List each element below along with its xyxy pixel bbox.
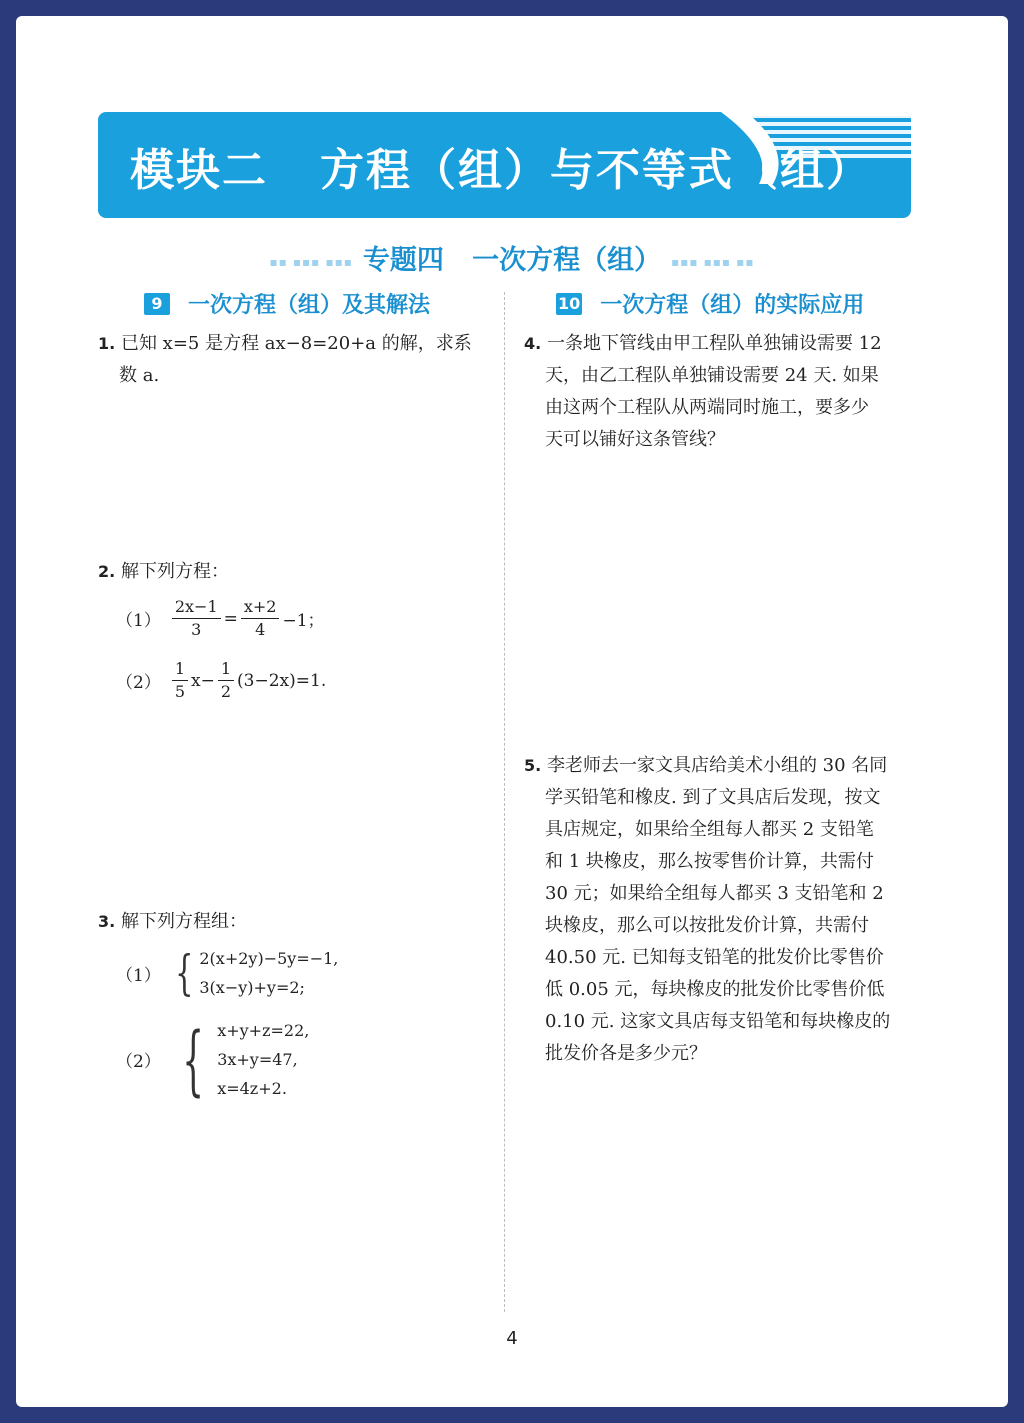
section-heading-10	[556, 288, 864, 319]
question-text-cont: 0.10 元. 这家文具店每支铅笔和每块橡皮的	[545, 1011, 891, 1032]
fraction-denominator: 5	[174, 682, 186, 701]
question-text-cont: 由这两个工程队从两端同时施工，要多少	[545, 397, 869, 418]
equation-system	[199, 944, 338, 1002]
question-3-part-1	[116, 944, 338, 1002]
question-number: 1.	[98, 334, 116, 353]
question-text-cont: 学买铅笔和橡皮. 到了文具店后发现，按文	[545, 787, 881, 808]
fraction-denominator: 2	[220, 682, 232, 701]
page-number: 4	[506, 1328, 518, 1349]
question-5	[524, 750, 916, 1070]
question-number: 2.	[98, 562, 116, 581]
page	[16, 16, 1008, 1407]
question-number: 5.	[524, 756, 542, 775]
question-text-cont: 天可以铺好这条管线？	[545, 429, 725, 450]
question-2	[98, 556, 229, 588]
question-text: 解下列方程组：	[120, 911, 247, 932]
equation: 3(x−y)+y=2;	[199, 978, 305, 997]
question-text-cont: 具店规定，如果给全组每人都买 2 支铅笔	[545, 819, 874, 840]
part-label: （1）	[116, 965, 161, 986]
equals-sign: =	[223, 608, 238, 629]
fraction-numerator: x+2	[241, 596, 280, 619]
topic-title: 一次方程（组）	[472, 245, 662, 276]
section-number: 10	[558, 293, 581, 313]
topic-label: 专题四	[362, 245, 444, 276]
part-label: （2）	[116, 1052, 161, 1072]
part-label: （1）	[116, 611, 161, 631]
fraction-numerator: 1	[172, 658, 188, 681]
question-text: 已知 x=5 是方程 ax−8=20+a 的解，求系	[120, 333, 472, 354]
question-text: 解下列方程：	[120, 561, 229, 582]
column-divider	[504, 292, 505, 1312]
left-dots-decoration: ▪▪ ▪▪▪ ▪▪▪	[269, 254, 353, 269]
section-title: 一次方程（组）的实际应用	[600, 293, 865, 318]
question-text: 一条地下管线由甲工程队单独铺设需要 12	[546, 333, 882, 354]
question-1	[98, 328, 494, 392]
question-number: 4.	[524, 334, 542, 353]
question-2-part-1	[116, 596, 325, 641]
fraction	[172, 658, 188, 703]
fraction-numerator: 2x−1	[172, 596, 221, 619]
question-4	[524, 328, 916, 456]
module-banner	[98, 112, 911, 218]
question-text-cont: 天，由乙工程队单独铺设需要 24 天. 如果	[545, 365, 879, 386]
question-text-cont: 块橡皮，那么可以按批发价计算，共需付	[545, 915, 869, 936]
fraction-numerator: 1	[218, 658, 234, 681]
section-heading-9	[144, 288, 430, 319]
question-text-cont: 和 1 块橡皮，那么按零售价计算，共需付	[545, 851, 874, 872]
right-dots-decoration: ▪▪▪ ▪▪▪ ▪▪	[671, 254, 755, 269]
fraction-denominator: 3	[191, 620, 202, 639]
fraction-denominator: 4	[255, 620, 266, 639]
equation: 3x+y=47,	[217, 1050, 298, 1069]
question-number: 3.	[98, 912, 116, 931]
module-title	[130, 134, 872, 198]
module-topic: 方程（组）与不等式（组）	[319, 145, 872, 196]
question-text-cont: 40.50 元. 已知每支铅笔的批发价比零售价	[545, 947, 884, 968]
question-text-cont: 30 元；如果给全组每人都买 3 支铅笔和 2	[545, 883, 884, 904]
left-brace-icon: {	[174, 945, 194, 1001]
equation-tail: −1；	[282, 611, 325, 631]
question-3	[98, 906, 247, 938]
equation: 2(x+2y)−5y=−1,	[199, 949, 339, 968]
question-text-cont: 数 a.	[119, 365, 160, 386]
left-brace-icon: {	[182, 1014, 204, 1104]
question-text: 李老师去一家文具店给美术小组的 30 名同	[546, 755, 888, 776]
question-text-cont: 批发价各是多少元？	[545, 1043, 707, 1064]
equation: x+y+z=22,	[217, 1021, 310, 1040]
topic-heading	[16, 238, 1008, 277]
question-3-part-2	[116, 1016, 309, 1103]
fraction	[218, 658, 234, 703]
fraction	[241, 596, 280, 641]
section-title: 一次方程（组）及其解法	[188, 293, 431, 318]
part-label: （2）	[116, 673, 161, 693]
fraction	[172, 596, 221, 641]
equation-tail: (3−2x)=1.	[237, 670, 327, 691]
section-number: 9	[144, 293, 170, 315]
equation-middle: x−	[191, 670, 215, 691]
module-label: 模块二	[130, 145, 268, 196]
question-2-part-2	[116, 658, 326, 703]
equation: x=4z+2.	[217, 1079, 287, 1098]
equation-system	[217, 1016, 309, 1103]
question-text-cont: 低 0.05 元，每块橡皮的批发价比零售价低	[545, 979, 885, 1000]
